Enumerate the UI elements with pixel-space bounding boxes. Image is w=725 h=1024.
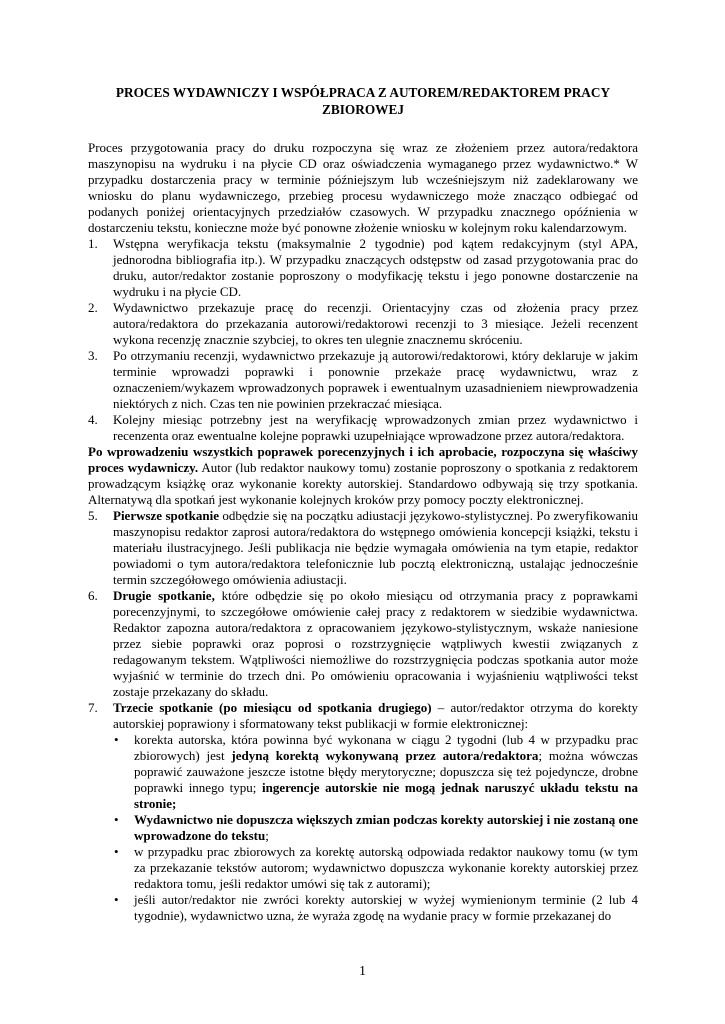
list-item — [88, 236, 638, 300]
item-number: 7. — [88, 700, 98, 715]
list-item — [88, 588, 638, 700]
item-number: 3. — [88, 348, 98, 363]
item-lead-bold: Pierwsze spotkanie — [113, 508, 219, 523]
process-rest: Autor (lub redaktor naukowy tomu) zostanie poproszony o spotkania z redaktorem prowadzącym książkę oraz wykonanie korekty autorskiej. Standardowo odbywają się trzy spotkania. Alternatywą dla spotkań jest wykonanie kolejnych kroków przy pomocy poczty elektronicznej. — [88, 460, 638, 507]
item-number: 6. — [88, 588, 98, 603]
item-number: 5. — [88, 508, 98, 523]
list-item — [88, 348, 638, 412]
item-text: które odbędzie się po około miesiącu od otrzymania pracy z poprawkami porecenzyjnymi, to szczegółowe omówienie całej pracy z redaktorem w siedzibie wydawnictwa. Redaktor zapozna autora/redaktora z opracowaniem językowo-stylistycznym, wskaże naniesione przez siebie poprawki oraz poprosi o rozstrzygnięcie wątpliwych kwestii związanych z redagowanym tekstem. Wątpliwości niemożliwe do rozstrzygnięcia podczas spotkania autor może wyjaśnić w terminie do trzech dni. Po omówieniu opracowania i wyjaśnieniu wątpliwości tekst zostaje przekazany do składu. — [113, 588, 638, 699]
bullet-text: ; można wówczas poprawić zauważone jeszcze istotne błędy merytoryczne; dopuszcza się też pojedyncze, drobne poprawki innego typu; — [134, 748, 638, 795]
bullet-item — [113, 812, 638, 844]
bullet-icon: • — [114, 844, 119, 859]
item-text: – autor/redaktor otrzyma do korekty autorskiej poprawiony i sformatowany tekst publikacji w formie elektronicznej: — [113, 700, 638, 731]
document-title: PROCES WYDAWNICZY I WSPÓŁPRACA Z AUTOREM/REDAKTOREM PRACY ZBIOROWEJ — [115, 85, 611, 117]
item-text: Kolejny miesiąc potrzebny jest na weryfikację wprowadzonych zmian przez wydawnictwo i recenzenta oraz ewentualne kolejne poprawki uzupełniające wprowadzone przez autora/redaktora. — [113, 412, 638, 443]
bullet-icon: • — [114, 812, 119, 827]
list-item — [88, 700, 638, 924]
steps-list-b — [88, 508, 638, 924]
item-text: Wydawnictwo przekazuje pracę do recenzji. Orientacyjny czas od złożenia pracy przez autora/redaktora do przekazania autorowi/redaktorowi recenzji to 3 miesiące. Jeżeli recenzent wykona recenzję znacznie szybciej, to okres ten ulegnie znacznemu skróceniu. — [113, 300, 638, 347]
bullet-item — [113, 844, 638, 892]
bullet-bold: jedyną korektą wykonywaną przez autora/redaktora — [231, 748, 539, 763]
item-text: Wstępna weryfikacja tekstu (maksymalnie 2 tygodnie) pod kątem redakcyjnym (styl APA, jednorodna bibliografia itp.). W przypadku znaczących odstępstw od zasad przygotowania prac do druku, autor/redaktor zostanie poproszony o modyfikację tekstu i jego ponowne dostarczenie na wydruku i na płycie CD. — [113, 236, 638, 299]
steps-list-a — [88, 236, 638, 444]
intro-paragraph: Proces przygotowania pracy do druku rozpoczyna się wraz ze złożeniem przez autora/redaktora maszynopisu na wydruku i na płycie CD oraz oświadczenia wymaganego przez wydawnictwo.* W przypadku dostarczenia pracy w terminie późniejszym lub wcześniejszym niż zadeklarowany we wniosku do planu wydawniczego, przebieg procesu wydawniczego może znacząco odbiegać od podanych poniżej orientacyjnych przedziałów czasowych. W przypadku znacznego opóźnienia w dostarczeniu tekstu, konieczne może być ponowne złożenie wniosku w kolejnym roku kalendarzowym. — [88, 140, 638, 235]
item-text: Po otrzymaniu recenzji, wydawnictwo przekazuje ją autorowi/redaktorowi, który deklaruje w jakim terminie wprowadzi poprawki i ponownie przekaże pracę wydawnictwu, wraz z oznaczeniem/wykazem wprowadzonych poprawek i ewentualnym uzasadnieniem niewprowadzenia niektórych z nich. Czas ten nie powinien przekraczać miesiąca. — [113, 348, 638, 411]
list-item — [88, 300, 638, 348]
process-paragraph — [88, 444, 638, 508]
bullet-list — [113, 732, 638, 924]
list-item — [88, 412, 638, 444]
bullet-item — [113, 732, 638, 812]
item-lead-bold: Drugie spotkanie, — [113, 588, 215, 603]
item-number: 2. — [88, 300, 98, 315]
bullet-text: korekta autorska, która powinna być wykonana w ciągu 2 tygodni (lub 4 w przypadku prac zbiorowych) jest — [134, 732, 638, 763]
bullet-icon: • — [114, 732, 119, 747]
bullet-icon: • — [114, 892, 119, 907]
list-item — [88, 508, 638, 588]
bullet-text: w przypadku prac zbiorowych za korektę autorską odpowiada redaktor naukowy tomu (w tym za przekazanie tekstów autorom; wydawnictwo dopuszcza wykonanie korekty autorskiej przez redaktora tomu, jeśli redaktor umówi się tak z autorami); — [134, 844, 638, 891]
bullet-item — [113, 892, 638, 924]
item-lead-bold: Trzecie spotkanie (po miesiącu od spotkania drugiego) — [113, 700, 432, 715]
bullet-bold: Wydawnictwo nie dopuszcza większych zmian podczas korekty autorskiej i nie zostaną one wprowadzone do tekstu — [134, 812, 638, 843]
process-lead-bold: Po wprowadzeniu wszystkich poprawek porecenzyjnych i ich aprobacie, rozpoczyna się właściwy proces wydawniczy. — [88, 444, 638, 475]
item-number: 1. — [88, 236, 98, 251]
page-number: 1 — [359, 964, 366, 979]
bullet-text: ; — [265, 828, 269, 843]
bullet-text: jeśli autor/redaktor nie zwróci korekty autorskiej w wyżej wymienionym terminie (2 lub 4 tygodnie), wydawnictwo uzna, że wyraża zgodę na wydanie pracy w formie przekazanej do — [134, 892, 638, 923]
item-number: 4. — [88, 412, 98, 427]
bullet-bold: ingerencje autorskie nie mogą jednak naruszyć układu tekstu na stronie; — [134, 780, 638, 811]
item-text: odbędzie się na początku adiustacji językowo-stylistycznej. Po zweryfikowaniu maszynopisu redaktor zaprosi autora/redaktora do wstępnego omówienia koncepcji książki, tekstu i materiału ilustracyjnego. Jeśli publikacja nie będzie wymagała omówienia na tym etapie, redaktor powiadomi o tym autora/redaktora telefonicznie lub pocztą elektroniczną, ustalając jednocześnie termin szczegółowego omówienia adiustacji. — [113, 508, 638, 587]
